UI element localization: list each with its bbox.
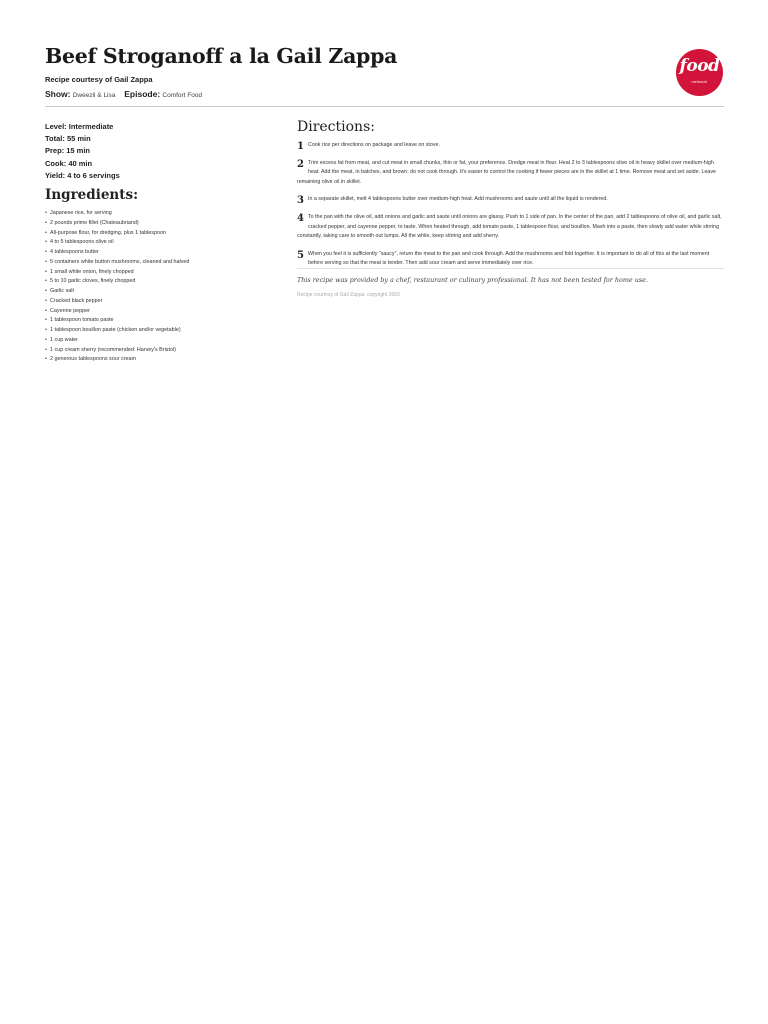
step-text: Trim excess fat from meat, and cut meat in small chunks, thin or fat, your preference. Dredge meat in flour. Heat 2 to 3 tablespoons olive oil in heavy skillet over medium-high heat. Add the meat, in batches, and brown; do not cook through. It's easier to control the cooking if fewer pieces are in the skillet at 1 time. Remove meat and set aside. Leave remaining olive oil in skillet.	[297, 159, 716, 185]
ingredients-list	[45, 209, 189, 365]
meta-cook: Cook: 40 min	[45, 158, 93, 168]
direction-step	[297, 195, 724, 205]
episode-label: Episode:	[124, 89, 161, 99]
ingredient-item: • Garlic salt	[45, 287, 189, 297]
show-label: Show:	[45, 89, 71, 99]
ingredient-item: • 2 generous tablespoons sour cream	[45, 355, 189, 365]
step-text: When you feel it is sufficiently "saucy", return the meat to the pan and cook through. Add the mushrooms and fold together. It is important to do all of this at the last moment before serving so that the meat is tender. Then add sour cream and serve immediately over rice.	[308, 250, 710, 267]
step-number: 4	[297, 212, 304, 224]
meta-prep: Prep: 15 min	[45, 146, 91, 156]
logo-word: food	[679, 56, 720, 76]
ingredient-item: • Cayenne pepper	[45, 307, 189, 317]
step-number: 2	[297, 158, 304, 170]
recipe-courtesy: Recipe courtesy of Gail Zappa	[45, 75, 153, 84]
step-number: 3	[297, 195, 304, 207]
footer-divider	[297, 268, 724, 269]
step-text: In a separate skillet, melt 4 tablespoons butter over medium-high heat. Add mushrooms and saute until all the liquid is rendered.	[308, 196, 608, 203]
ingredient-item: • 1 tablespoon bouillon paste (chicken and/or vegetable)	[45, 326, 189, 336]
ingredient-item: • Cracked black pepper	[45, 297, 189, 307]
direction-step	[297, 213, 724, 242]
ingredient-item: • 1 tablespoon tomato paste	[45, 316, 189, 326]
direction-step	[297, 141, 724, 151]
show-episode-line	[45, 89, 202, 99]
ingredients-heading: Ingredients:	[45, 187, 139, 203]
meta-level: Level: Intermediate	[45, 122, 114, 131]
recipe-title: Beef Stroganoff a la Gail Zappa	[45, 44, 398, 68]
header-divider	[45, 106, 724, 107]
meta-yield: Yield: 4 to 6 servings	[45, 170, 120, 180]
directions-heading: Directions:	[297, 119, 375, 135]
ingredient-item: • 1 cup water	[45, 336, 189, 346]
step-number: 1	[297, 141, 304, 152]
ingredient-item: • 1 cup cream sherry (recommended: Harvey's Bristol)	[45, 346, 189, 356]
copyright-line: Recipe courtesy of Gail Zappa, copyright 2003	[297, 292, 400, 298]
ingredient-item: • 4 tablespoons butter	[45, 248, 189, 258]
ingredient-item: • 1 small white onion, finely chopped	[45, 268, 189, 278]
step-number: 5	[297, 249, 304, 261]
ingredient-item: • 4 to 5 tablespoons olive oil	[45, 238, 189, 248]
directions-steps	[297, 141, 724, 277]
food-network-logo	[676, 49, 723, 96]
ingredient-item: • Japanese rice, for serving	[45, 209, 189, 219]
show-value: Dweezil & Lisa	[72, 92, 116, 99]
professional-note: This recipe was provided by a chef, restaurant or culinary professional. It has not been tested for home use.	[297, 276, 648, 284]
meta-total: Total: 55 min	[45, 134, 91, 144]
ingredient-item: • 5 to 10 garlic cloves, finely chopped	[45, 277, 189, 287]
ingredient-item: • 5 containers white button mushrooms, cleaned and halved	[45, 258, 189, 268]
ingredient-item: • 2 pounds prime fillet (Chateaubriand)	[45, 219, 189, 229]
step-text: Cook rice per directions on package and leave on stove.	[308, 142, 440, 148]
step-text: To the pan with the olive oil, add onions and garlic and saute until onions are glassy. Push to 1 side of pan. In the center of the pan, add 2 tablespoons of olive oil, and garlic salt, cracked pepper, and cayenne pepper, to taste. When heated through, add tomato paste, 1 tablespoon flour, and bouillon. Mash into a paste, then slowly add water while stirring constantly, taking care to smooth out lumps. All the while, keep stirring and add sherry.	[297, 213, 722, 240]
direction-step	[297, 250, 724, 269]
recipe-meta	[45, 121, 120, 182]
ingredient-item: • All-purpose flour, for dredging, plus 1 tablespoon	[45, 229, 189, 239]
episode-value: Comfort Food	[162, 92, 203, 99]
logo-subword: network	[691, 79, 708, 84]
direction-step	[297, 159, 724, 188]
